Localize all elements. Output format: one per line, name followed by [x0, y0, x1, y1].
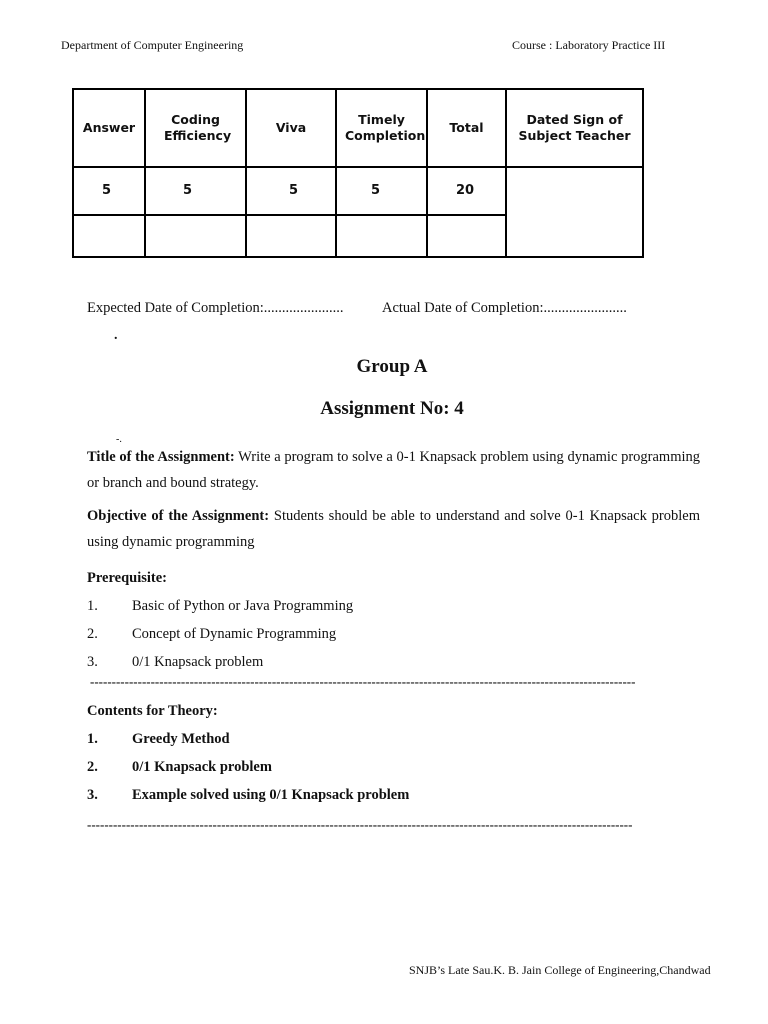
header-dated-sign: Dated Sign of Subject Teacher [506, 89, 643, 167]
prerequisite-item-text: Concept of Dynamic Programming [132, 626, 337, 642]
theory-item-number: 3. [87, 787, 98, 803]
max-answer: 5 [73, 167, 145, 215]
prerequisite-heading: Prerequisite: [87, 570, 167, 586]
theory-item-text: 0/1 Knapsack problem [132, 759, 272, 775]
objective-label: Objective of the Assignment: [87, 508, 270, 524]
sign-cell [506, 167, 643, 257]
marks-table-max-row [73, 167, 643, 215]
max-timely-completion: 5 [336, 167, 427, 215]
theory-heading: Contents for Theory: [87, 703, 218, 719]
header-course: Course : Laboratory Practice III [512, 38, 666, 52]
title-label: Title of the Assignment: [87, 449, 235, 465]
header-viva: Viva [246, 89, 336, 167]
theory-item-number: 2. [87, 759, 98, 775]
header-total: Total [427, 89, 506, 167]
prerequisite-item [87, 626, 336, 643]
group-title: Group A [356, 356, 428, 377]
obtained-viva [246, 215, 336, 257]
header-answer: Answer [73, 89, 145, 167]
obtained-total [427, 215, 506, 257]
obtained-answer [73, 215, 145, 257]
separator-line: ------------------------------------------------------------------------------------------------------------------------------ [87, 817, 633, 832]
theory-item-text: Greedy Method [132, 731, 230, 747]
theory-item-text: Example solved using 0/1 Knapsack problem [132, 787, 410, 803]
theory-item [87, 731, 230, 748]
header-timely-completion: Timely Completion [336, 89, 427, 167]
prerequisite-item-number: 3. [87, 654, 98, 670]
theory-item [87, 787, 409, 804]
prerequisite-item-text: 0/1 Knapsack problem [132, 654, 264, 670]
max-viva: 5 [246, 167, 336, 215]
objective-paragraph [87, 503, 700, 555]
prerequisite-item-text: Basic of Python or Java Programming [132, 598, 354, 614]
objective-text: Students should be able to understand and solve 0-1 Knapsack problem using dynamic programming [87, 508, 700, 550]
theory-item [87, 759, 272, 776]
assignment-title-paragraph [87, 444, 700, 496]
separator-line: ------------------------------------------------------------------------------------------------------------------------------ [90, 674, 636, 689]
footer-college: SNJB’s Late Sau.K. B. Jain College of Engineering,Chandwad [409, 963, 711, 977]
stray-mark: -. [116, 434, 122, 445]
max-coding-efficiency: 5 [145, 167, 246, 215]
actual-date: Actual Date of Completion:....................... [382, 300, 627, 316]
obtained-timely-completion [336, 215, 427, 257]
prerequisite-item [87, 598, 353, 615]
title-text: Write a program to solve a 0-1 Knapsack problem using dynamic programming or branch and bound strategy. [87, 449, 700, 491]
header-coding-efficiency: Coding Efficiency [145, 89, 246, 167]
marks-table [72, 88, 644, 258]
max-total: 20 [427, 167, 506, 215]
obtained-coding-efficiency [145, 215, 246, 257]
theory-item-number: 1. [87, 731, 98, 747]
expected-date: Expected Date of Completion:...................... [87, 300, 344, 316]
prerequisite-item [87, 654, 263, 671]
assignment-title: Assignment No: 4 [320, 398, 464, 419]
marks-table-header-row [73, 89, 643, 167]
stray-dot: . [114, 328, 118, 343]
prerequisite-item-number: 1. [87, 598, 98, 614]
header-department: Department of Computer Engineering [61, 38, 244, 52]
prerequisite-item-number: 2. [87, 626, 98, 642]
